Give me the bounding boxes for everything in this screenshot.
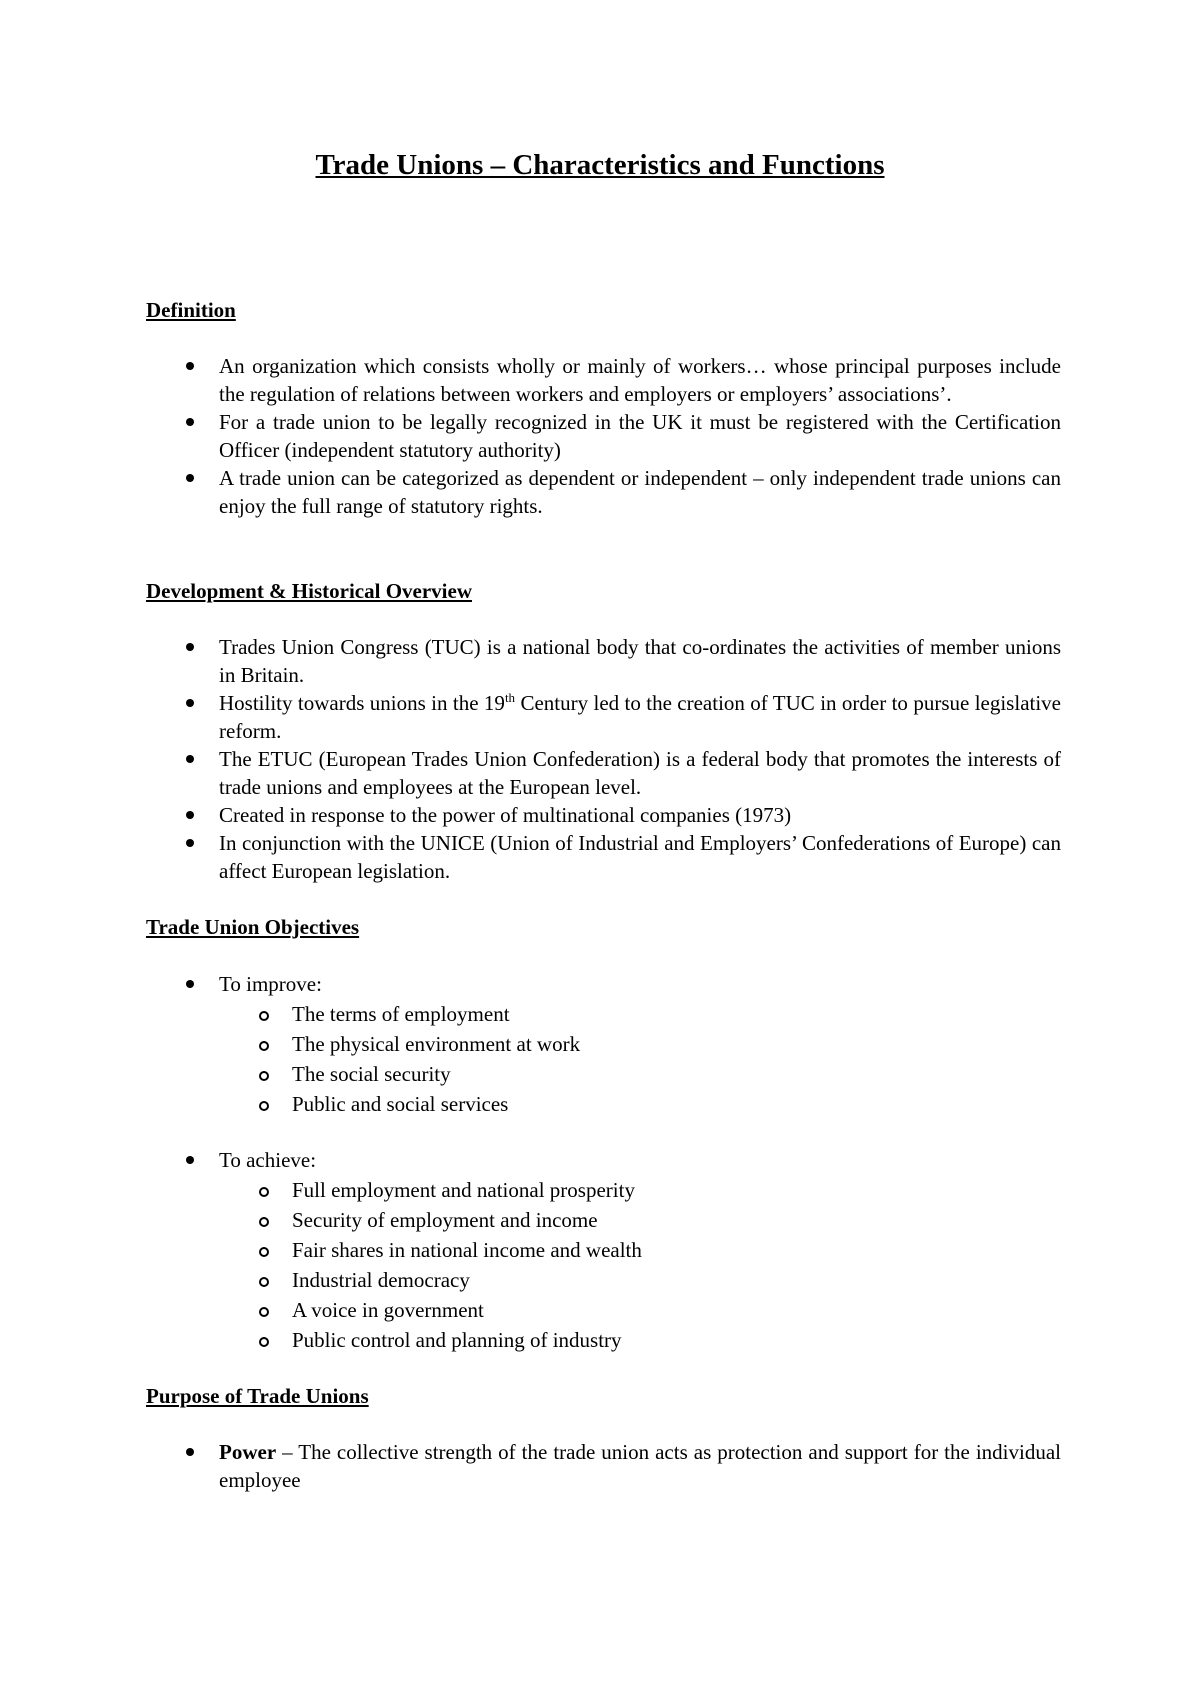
circle-bullet-icon	[259, 1187, 269, 1197]
circle-bullet-icon	[259, 1071, 269, 1081]
sub-list-item: Public control and planning of industry	[219, 1325, 1061, 1355]
bullet-icon	[186, 643, 194, 651]
development-list	[146, 633, 1061, 885]
bullet-icon	[186, 1448, 194, 1456]
sub-list-item: Security of employment and income	[219, 1205, 1061, 1235]
sub-list-item: Fair shares in national income and wealth	[219, 1235, 1061, 1265]
document-title: Trade Unions – Characteristics and Functions	[315, 149, 885, 181]
list-item: For a trade union to be legally recognized in the UK it must be registered with the Certification Officer (independent statutory authority)	[146, 408, 1061, 464]
sub-list-item: The terms of employment	[219, 999, 1061, 1029]
list-item: In conjunction with the UNICE (Union of Industrial and Employers’ Confederations of Europe) can affect European legislation.	[146, 829, 1061, 885]
bullet-icon	[186, 811, 194, 819]
achieve-sublist	[219, 1175, 1061, 1355]
circle-bullet-icon	[259, 1041, 269, 1051]
objectives-improve-list	[146, 969, 1061, 1119]
heading-definition: Definition	[146, 298, 236, 322]
bullet-icon	[186, 1156, 194, 1164]
circle-bullet-icon	[259, 1277, 269, 1287]
improve-sublist	[219, 999, 1061, 1119]
list-item: Power – The collective strength of the trade union acts as protection and support for the individual employee	[146, 1438, 1061, 1494]
bullet-icon	[186, 839, 194, 847]
objectives-achieve-list	[146, 1145, 1061, 1355]
list-item: Trades Union Congress (TUC) is a national body that co-ordinates the activities of member unions in Britain.	[146, 633, 1061, 689]
list-item: To improve: The terms of employment The physical environment at work The social security Public and social services	[146, 969, 1061, 1119]
term-power: Power	[219, 1440, 277, 1464]
list-item: The ETUC (European Trades Union Confederation) is a federal body that promotes the interests of trade unions and employees at the European level.	[146, 745, 1061, 801]
sub-list-item: Public and social services	[219, 1089, 1061, 1119]
list-item: A trade union can be categorized as dependent or independent – only independent trade unions can enjoy the full range of statutory rights.	[146, 464, 1061, 520]
sub-list-item: Industrial democracy	[219, 1265, 1061, 1295]
list-item: Hostility towards unions in the 19th Century led to the creation of TUC in order to pursue legislative reform.	[146, 689, 1061, 745]
list-item: To achieve: Full employment and national prosperity Security of employment and income Fair shares in national income and wealth Industrial democracy A voice in government Public control and planning of industry	[146, 1145, 1061, 1355]
bullet-icon	[186, 755, 194, 763]
list-item: Created in response to the power of multinational companies (1973)	[146, 801, 1061, 829]
sub-list-item: Full employment and national prosperity	[219, 1175, 1061, 1205]
sub-list-item: The social security	[219, 1059, 1061, 1089]
bullet-icon	[186, 362, 194, 370]
circle-bullet-icon	[259, 1307, 269, 1317]
circle-bullet-icon	[259, 1217, 269, 1227]
circle-bullet-icon	[259, 1337, 269, 1347]
list-item: An organization which consists wholly or mainly of workers… whose principal purposes include the regulation of relations between workers and employers or employers’ associations’.	[146, 352, 1061, 408]
circle-bullet-icon	[259, 1101, 269, 1111]
circle-bullet-icon	[259, 1247, 269, 1257]
definition-list	[146, 352, 1061, 520]
bullet-icon	[186, 474, 194, 482]
sub-list-item: A voice in government	[219, 1295, 1061, 1325]
purpose-list	[146, 1438, 1061, 1494]
heading-purpose: Purpose of Trade Unions	[146, 1384, 369, 1408]
bullet-icon	[186, 980, 194, 988]
heading-objectives: Trade Union Objectives	[146, 915, 360, 939]
sub-list-item: The physical environment at work	[219, 1029, 1061, 1059]
bullet-icon	[186, 699, 194, 707]
heading-development: Development & Historical Overview	[146, 579, 472, 603]
bullet-icon	[186, 418, 194, 426]
circle-bullet-icon	[259, 1011, 269, 1021]
